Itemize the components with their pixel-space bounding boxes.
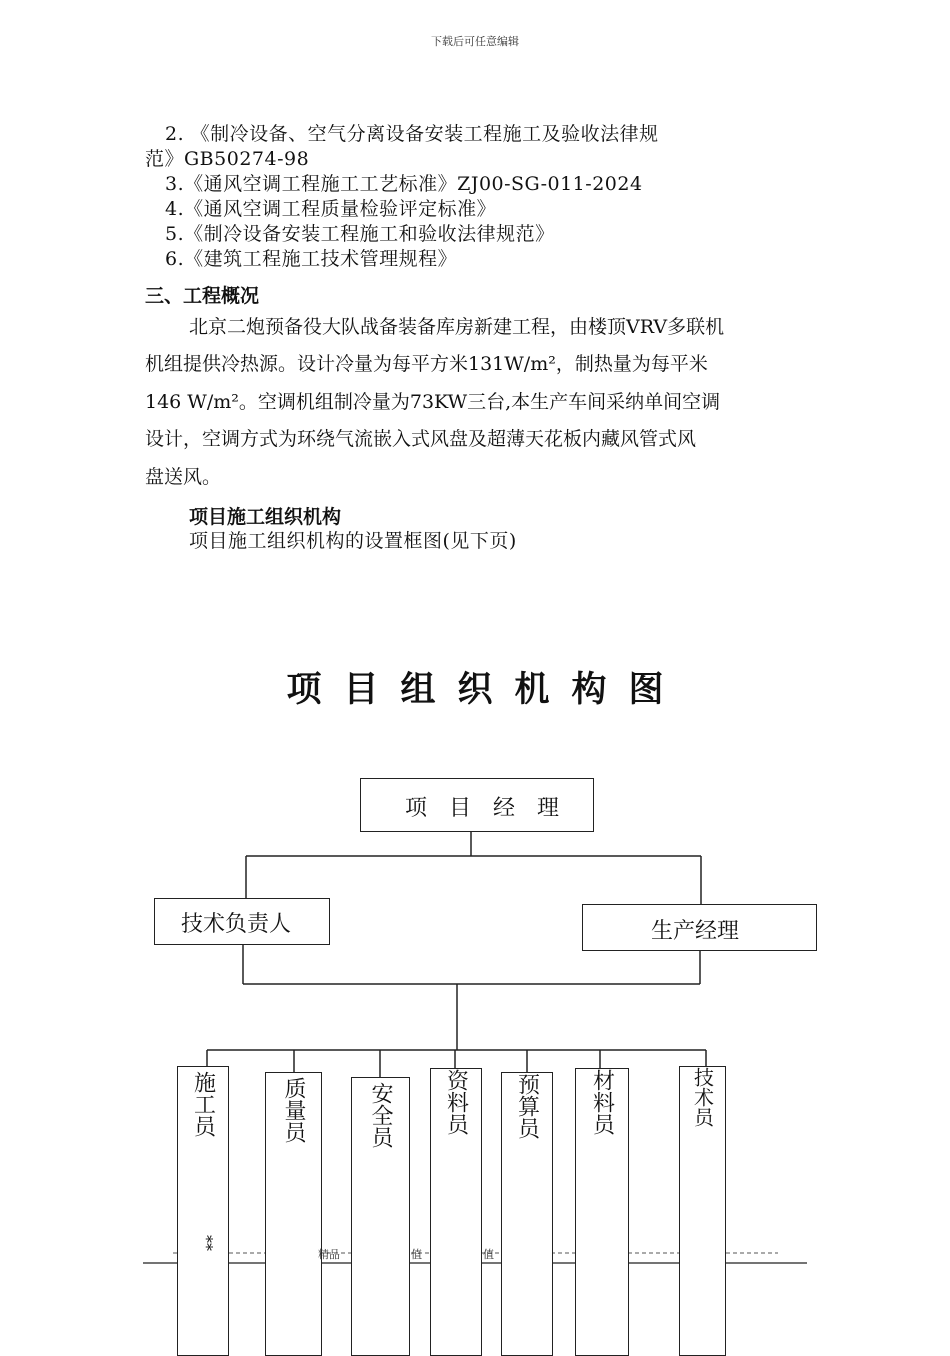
overview-line-2: 机组提供冷热源。设计冷量为每平方米131W/m²，制热量为每平米 — [145, 353, 708, 375]
page-header: 下载后可任意编辑 — [431, 35, 519, 48]
role-label-documents: 资料员 — [443, 1069, 469, 1135]
overview-line-1: 北京二炮预备役大队战备装备库房新建工程，由楼顶VRV多联机 — [189, 316, 725, 338]
overview-line-5: 盘送风。 — [145, 466, 222, 488]
project-manager-label: 项 目 经 理 — [405, 796, 560, 821]
org-section-description: 项目施工组织机构的设置框图(见下页) — [189, 530, 517, 552]
role-label-quality: 质量员 — [281, 1077, 306, 1143]
technical-lead-label: 技术负责人 — [181, 912, 292, 937]
overview-line-4: 设计，空调方式为环绕气流嵌入式风盘及超薄天花板内藏风管式风 — [145, 428, 697, 450]
role-box-technician — [679, 1066, 726, 1356]
role-box-quality — [265, 1072, 322, 1356]
technical-lead-box — [154, 898, 330, 945]
org-section-heading: 项目施工组织机构 — [189, 506, 342, 528]
role-box-materials — [575, 1068, 629, 1356]
reference-6: 6.《建筑工程施工技术管理规程》 — [165, 248, 458, 270]
role-label-safety: 安全员 — [368, 1082, 393, 1148]
role-label-construction: 施工员 — [190, 1071, 216, 1137]
role-box-documents — [430, 1068, 482, 1356]
section-title: 三、工程概况 — [145, 285, 260, 307]
role-box-safety — [351, 1077, 410, 1356]
reference-2-line1: 2. 《制冷设备、空气分离设备安装工程施工及验收法律规 — [165, 123, 659, 145]
reference-4: 4.《通风空调工程质量检验评定标准》 — [165, 198, 497, 220]
role-box-budget — [501, 1072, 553, 1356]
production-manager-box — [582, 904, 817, 951]
reference-3: 3.《通风空调工程施工工艺标准》ZJ00-SG-011-2024 — [165, 173, 643, 195]
footer-text: 精品 — [318, 1248, 340, 1261]
footer-text-3: 值 — [483, 1248, 494, 1261]
role-label-materials: 材料员 — [589, 1069, 615, 1135]
reference-2-line2: 范》GB50274-98 — [145, 148, 310, 170]
production-manager-label: 生产经理 — [651, 919, 740, 944]
role-extra-marks: ** — [197, 1235, 216, 1251]
project-manager-box — [360, 778, 594, 832]
org-chart-title: 项目组织机构图 — [286, 670, 686, 710]
role-label-technician: 技术员 — [690, 1067, 715, 1127]
role-box-construction — [177, 1066, 229, 1356]
footer-text-2: 值 — [411, 1248, 422, 1261]
reference-5: 5.《制冷设备安装工程施工和验收法律规范》 — [165, 223, 555, 245]
role-label-budget: 预算员 — [514, 1073, 540, 1139]
overview-line-3: 146 W/m²。空调机组制冷量为73KW三台,本生产车间采纳单间空调 — [145, 391, 721, 413]
